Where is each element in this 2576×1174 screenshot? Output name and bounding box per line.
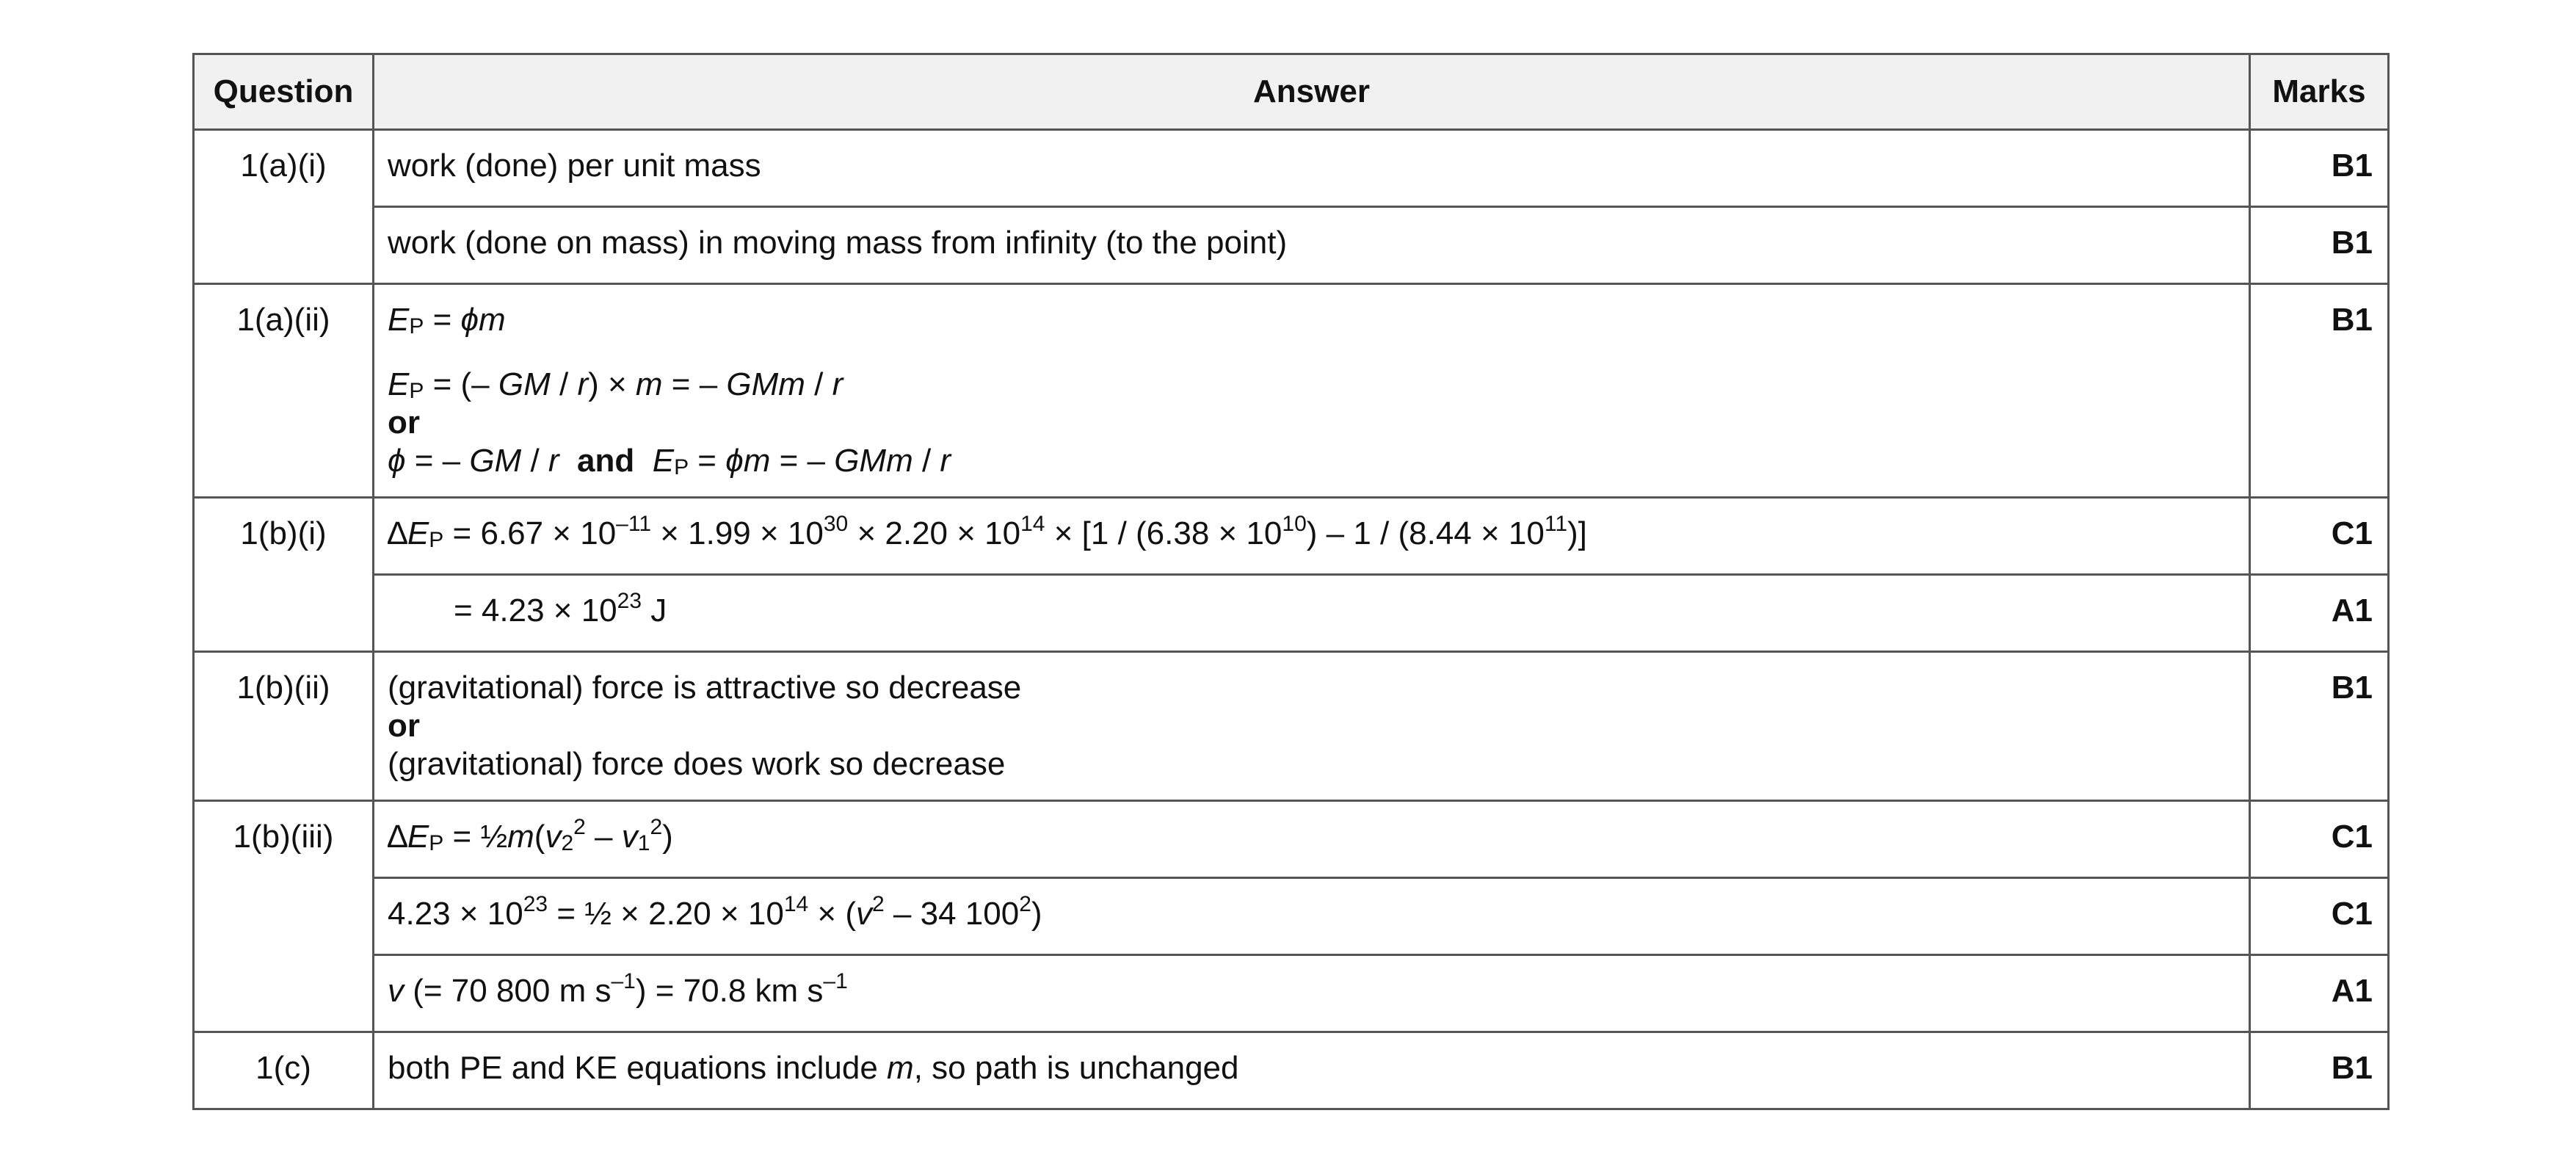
question-cell: 1(b)(iii) (194, 801, 374, 1032)
table-row (194, 878, 2389, 955)
answer-cell: $\Delta EP = 6.67 \times 10^{-11} \times 1.99 \times 10^{30} \times 2.20 \times 10^{14} \times [1 / (6.38 \times 10^{10}) - 1 / (8.44 \times 10^{11})]$ (374, 498, 2250, 575)
table-row (194, 207, 2389, 284)
equation-line: EP = (– GM / r) × m = – GMm / r (388, 366, 843, 403)
answer-cell: $\Delta EP = \frac{1}{2}m(v2^2 - v1^2)$ (374, 801, 2250, 878)
marks-cell: C1 (2250, 878, 2389, 955)
marks-cell: B1 (2250, 284, 2389, 498)
or-label: or (388, 405, 420, 441)
question-cell: 1(c) (194, 1032, 374, 1109)
marks-cell: B1 (2250, 652, 2389, 801)
header-question: Question (194, 54, 374, 130)
mark-scheme-table (192, 53, 2390, 1110)
marks-cell: B1 (2250, 1032, 2389, 1109)
header-row (194, 54, 2389, 130)
header-answer: Answer (374, 54, 2250, 130)
marks-cell: C1 (2250, 801, 2389, 878)
answer-cell: both PE and KE equations include m, so path is unchanged (374, 1032, 2250, 1109)
table-row (194, 652, 2389, 801)
question-cell: 1(b)(i) (194, 498, 374, 652)
or-label: or (388, 708, 420, 744)
answer-cell: (gravitational) force is attractive so decrease or (gravitational) force does work so decrease (374, 652, 2250, 801)
header-marks: Marks (2250, 54, 2389, 130)
answer-cell: work (done) per unit mass (374, 130, 2250, 207)
table-row (194, 130, 2389, 207)
answer-cell: = $4.23 \times 10^{23}$ J (374, 575, 2250, 652)
marks-cell: B1 (2250, 207, 2389, 284)
marks-cell: C1 (2250, 498, 2389, 575)
question-cell: 1(a)(i) (194, 130, 374, 284)
equation-line: EP = ϕm (388, 302, 506, 338)
marks-cell: A1 (2250, 955, 2389, 1032)
answer-cell: v (= 70 800 m $s^{-1}) = 70.8$ km $s^{-1}$ (374, 955, 2250, 1032)
table-row (194, 801, 2389, 878)
table-row (194, 575, 2389, 652)
marks-cell: A1 (2250, 575, 2389, 652)
table-row (194, 498, 2389, 575)
question-cell: 1(b)(ii) (194, 652, 374, 801)
answer-cell (374, 284, 2250, 498)
marks-cell: B1 (2250, 130, 2389, 207)
answer-cell: work (done on mass) in moving mass from infinity (to the point) (374, 207, 2250, 284)
table-row (194, 1032, 2389, 1109)
table-row (194, 955, 2389, 1032)
equation-line: ϕ = – GM / r and EP = ϕm = – GMm / r (388, 443, 951, 479)
answer-cell: $4.23 \times 10^{23}$ = ½ × $2.20 \times 10^{14} \times (v^2 - 34$ $100^2$) (374, 878, 2250, 955)
question-cell: 1(a)(ii) (194, 284, 374, 498)
table-row (194, 284, 2389, 498)
